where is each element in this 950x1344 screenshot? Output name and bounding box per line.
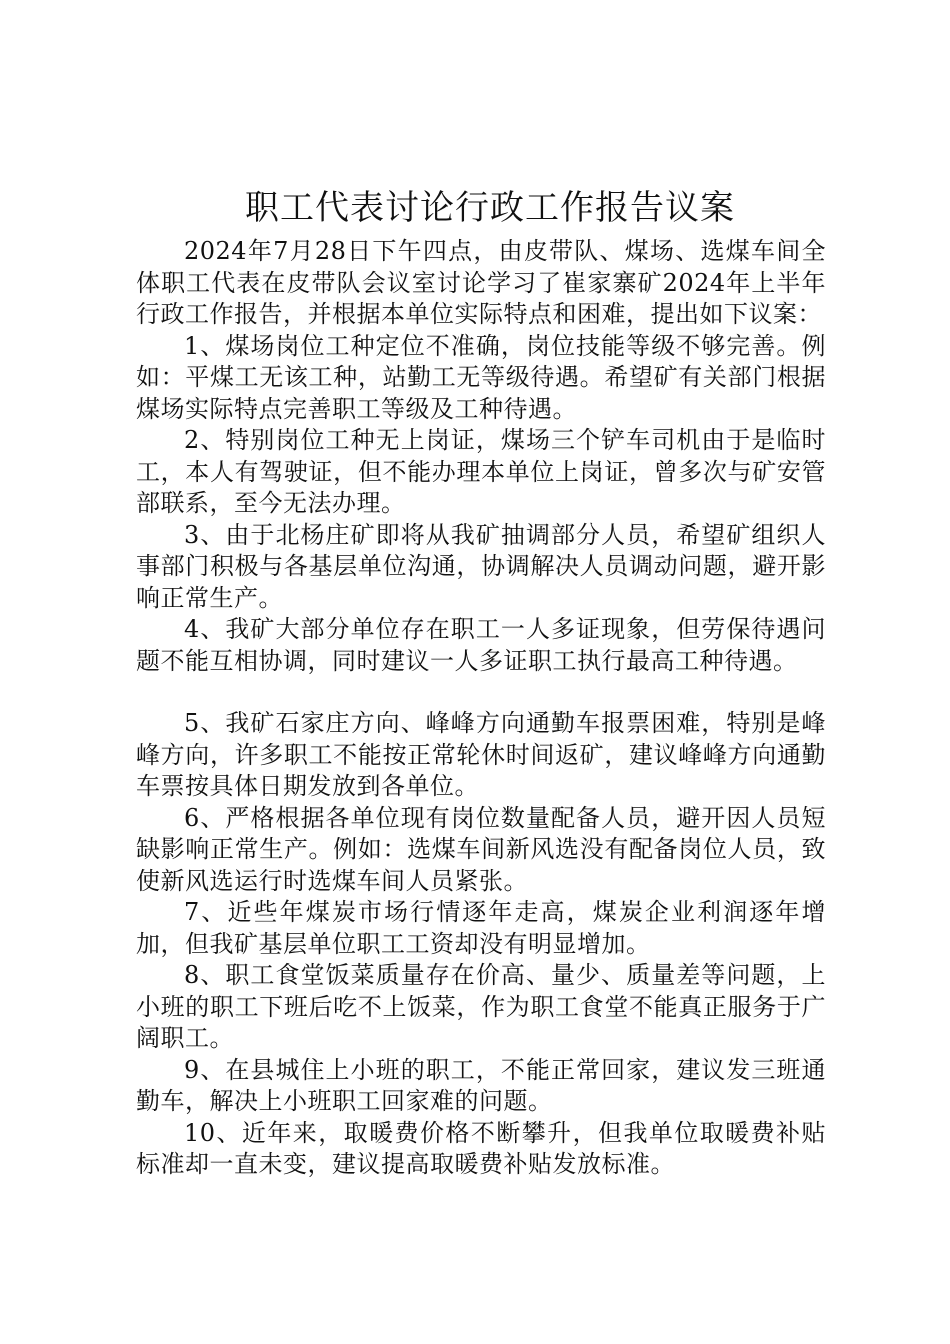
document-title: 职工代表讨论行政工作报告议案 [245, 188, 735, 228]
proposal-item-3: 3、由于北杨庄矿即将从我矿抽调部分人员，希望矿组织人事部门积极与各基层单位沟通，协调解决人员调动问题，避开影响正常生产。 [136, 520, 826, 612]
proposal-item-6: 6、严格根据各单位现有岗位数量配备人员，避开因人员短缺影响正常生产。例如：选煤车间新风选没有配备岗位人员，致使新风选运行时选煤车间人员紧张。 [136, 803, 826, 895]
intro-paragraph: 2024年7月28日下午四点，由皮带队、煤场、选煤车间全体职工代表在皮带队会议室讨论学习了崔家寨矿2024年上半年行政工作报告，并根据本单位实际特点和困难，提出如下议案： [136, 237, 826, 328]
proposal-item-1: 1、煤场岗位工种定位不准确，岗位技能等级不够完善。例如：平煤工无该工种，站勤工无等级待遇。希望矿有关部门根据煤场实际特点完善职工等级及工种待遇。 [136, 331, 826, 423]
proposal-item-5: 5、我矿石家庄方向、峰峰方向通勤车报票困难，特别是峰峰方向，许多职工不能按正常轮休时间返矿，建议峰峰方向通勤车票按具体日期发放到各单位。 [136, 709, 826, 800]
proposal-item-10: 10、近年来，取暖费价格不断攀升，但我单位取暖费补贴标准却一直未变，建议提高取暖费补贴发放标准。 [136, 1118, 826, 1178]
proposal-item-2: 2、特别岗位工种无上岗证，煤场三个铲车司机由于是临时工，本人有驾驶证，但不能办理本单位上岗证，曾多次与矿安管部联系，至今无法办理。 [136, 426, 826, 517]
proposal-item-7: 7、近些年煤炭市场行情逐年走高，煤炭企业利润逐年增加，但我矿基层单位职工工资却没有明显增加。 [136, 898, 826, 958]
proposal-item-8: 8、职工食堂饭菜质量存在价高、量少、质量差等问题，上小班的职工下班后吃不上饭菜，作为职工食堂不能真正服务于广阔职工。 [136, 961, 826, 1052]
proposal-item-4: 4、我矿大部分单位存在职工一人多证现象，但劳保待遇问题不能互相协调，同时建议一人多证职工执行最高工种待遇。 [136, 615, 826, 675]
document-page [136, 180, 826, 1181]
proposal-item-9: 9、在县城住上小班的职工，不能正常回家，建议发三班通勤车，解决上小班职工回家难的问题。 [136, 1055, 826, 1115]
